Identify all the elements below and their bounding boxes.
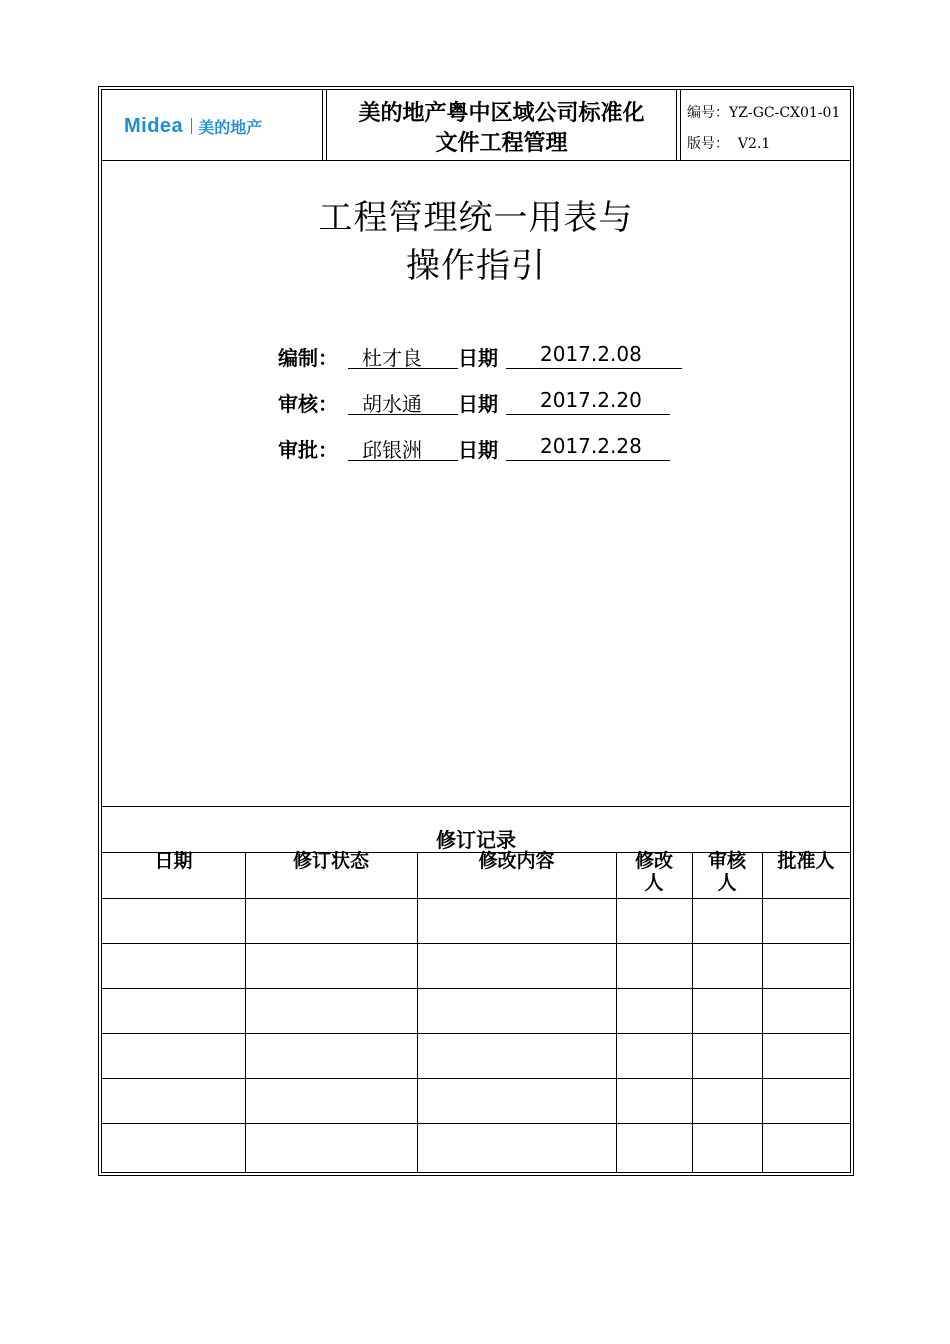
document-frame bbox=[98, 86, 854, 1176]
revision-table-cell bbox=[417, 898, 616, 943]
version-value: V2.1 bbox=[737, 136, 771, 152]
revision-table-cell bbox=[692, 1078, 762, 1123]
revision-section-top-border bbox=[102, 806, 850, 807]
signoff-date: 2017.2.20 bbox=[540, 388, 642, 412]
revision-table-cell bbox=[245, 1123, 417, 1172]
document-header bbox=[102, 90, 850, 161]
code-label: 编号： bbox=[687, 105, 729, 121]
revision-table-cell bbox=[762, 1078, 850, 1123]
header-title-line1: 美的地产粤中区域公司标准化 bbox=[358, 101, 645, 126]
revision-table-cell bbox=[417, 1123, 616, 1172]
midea-logo bbox=[124, 114, 262, 138]
revision-table-cell bbox=[417, 943, 616, 988]
signoff-date-label: 日期 bbox=[458, 392, 498, 416]
revision-column-header: 修改内容 bbox=[478, 850, 555, 872]
revision-table-cell bbox=[102, 1033, 245, 1078]
revision-table-cell bbox=[102, 898, 245, 943]
document-code bbox=[687, 102, 840, 122]
revision-table-cell bbox=[762, 1123, 850, 1172]
revision-table-cell bbox=[417, 1033, 616, 1078]
revision-table-cell bbox=[616, 988, 692, 1033]
revision-column-header: 审核 人 bbox=[707, 850, 746, 894]
document-title-line1: 工程管理统一用表与 bbox=[318, 198, 634, 238]
signoff-name: 胡水通 bbox=[362, 392, 422, 416]
document-inner-frame bbox=[101, 89, 851, 1173]
revision-column-header: 批准人 bbox=[777, 850, 835, 872]
version-label: 版号： bbox=[687, 136, 729, 152]
signoff-role: 审核： bbox=[278, 392, 338, 416]
signoff-date: 2017.2.08 bbox=[540, 342, 642, 366]
logo-chinese-name: 美的地产 bbox=[198, 117, 263, 137]
signoff-role: 审批： bbox=[278, 438, 338, 462]
revision-table-cell bbox=[616, 1033, 692, 1078]
signoff-date-label: 日期 bbox=[458, 346, 498, 370]
signoff-date-label: 日期 bbox=[458, 438, 498, 462]
revision-column-header: 修订状态 bbox=[292, 850, 369, 872]
revision-table-cell bbox=[762, 988, 850, 1033]
document-version bbox=[687, 133, 770, 153]
header-title-line2: 文件工程管理 bbox=[435, 131, 568, 156]
revision-table-cell bbox=[762, 943, 850, 988]
revision-table-cell bbox=[102, 943, 245, 988]
revision-table-cell bbox=[245, 1078, 417, 1123]
revision-table-cell bbox=[692, 1123, 762, 1172]
revision-column-header: 日期 bbox=[154, 850, 193, 872]
revision-table-cell bbox=[692, 1033, 762, 1078]
revision-table-cell bbox=[245, 988, 417, 1033]
revision-table-cell bbox=[692, 988, 762, 1033]
revision-table-cell bbox=[762, 898, 850, 943]
revision-table-cell bbox=[245, 898, 417, 943]
logo-divider bbox=[191, 118, 192, 134]
revision-table-cell bbox=[102, 1123, 245, 1172]
signoff-name: 杜才良 bbox=[362, 346, 422, 370]
logo-cell bbox=[102, 90, 323, 160]
revision-table-cell bbox=[616, 943, 692, 988]
revision-table-cell bbox=[417, 1078, 616, 1123]
signoff-date: 2017.2.28 bbox=[540, 434, 642, 458]
revision-table-cell bbox=[762, 1033, 850, 1078]
code-value: YZ-GC-CX01-01 bbox=[729, 105, 841, 121]
revision-table-cell bbox=[417, 988, 616, 1033]
signoff-role: 编制： bbox=[278, 346, 338, 370]
revision-table-cell bbox=[692, 943, 762, 988]
revision-table-cell bbox=[245, 1033, 417, 1078]
revision-table-cell bbox=[245, 943, 417, 988]
header-title-cell bbox=[326, 90, 677, 160]
logo-wordmark: Midea bbox=[124, 114, 184, 137]
revision-table-cell bbox=[616, 1123, 692, 1172]
revision-table-cell bbox=[102, 1078, 245, 1123]
document-title-line2: 操作指引 bbox=[406, 246, 546, 286]
revision-column-header: 修改 人 bbox=[634, 850, 673, 894]
revision-title: 修订记录 bbox=[436, 828, 516, 852]
revision-table-cell bbox=[616, 1078, 692, 1123]
signoff-name: 邱银洲 bbox=[362, 438, 422, 462]
revision-table-cell bbox=[616, 898, 692, 943]
revision-table-cell bbox=[102, 988, 245, 1033]
revision-table-cell bbox=[692, 898, 762, 943]
header-code-cell bbox=[680, 90, 854, 160]
